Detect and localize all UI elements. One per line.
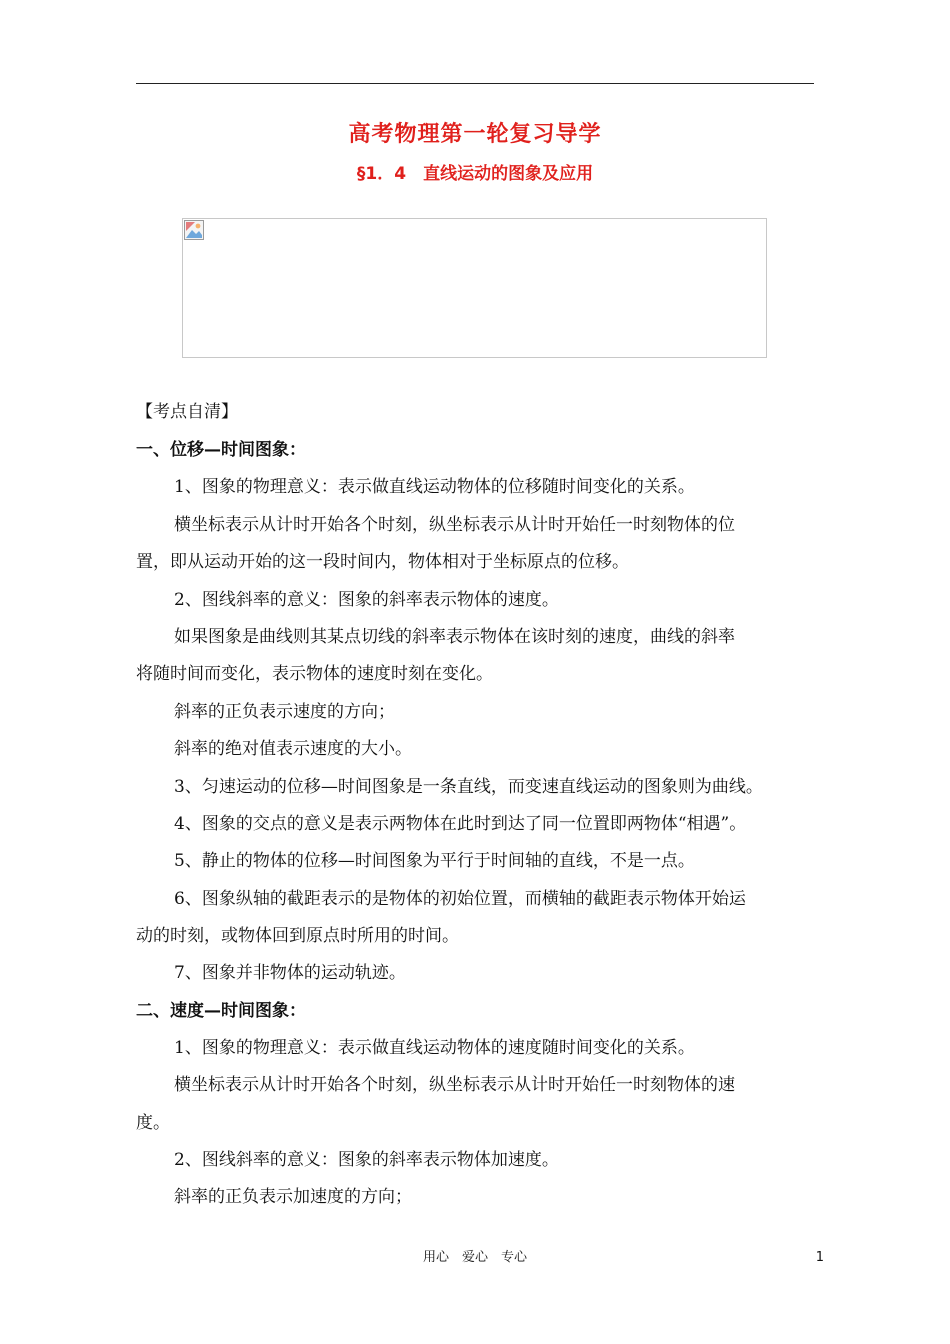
paragraph-line: 将随时间而变化，表示物体的速度时刻在变化。 bbox=[136, 664, 493, 684]
paragraph-line: 1、图象的物理意义：表示做直线运动物体的速度随时间变化的关系。 bbox=[174, 1038, 695, 1058]
paragraph-line: 4、图象的交点的意义是表示两物体在此时到达了同一位置即两物体“相遇”。 bbox=[174, 814, 747, 834]
section-heading: 一、位移—时间图象： bbox=[136, 440, 306, 460]
paragraph-line: 动的时刻，或物体回到原点时所用的时间。 bbox=[136, 926, 459, 946]
footer-motto: 用心 爱心 专心 bbox=[422, 1250, 527, 1265]
paragraph-line: 斜率的正负表示加速度的方向； bbox=[174, 1187, 412, 1207]
section-tag: 【考点自清】 bbox=[136, 402, 238, 422]
paragraph-line: 斜率的正负表示速度的方向； bbox=[174, 702, 395, 722]
header-rule bbox=[136, 83, 814, 84]
page-number: 1 bbox=[815, 1250, 824, 1265]
paragraph-line: 横坐标表示从计时开始各个时刻，纵坐标表示从计时开始任一时刻物体的位 bbox=[174, 515, 735, 535]
paragraph-line: 横坐标表示从计时开始各个时刻，纵坐标表示从计时开始任一时刻物体的速 bbox=[174, 1075, 735, 1095]
paragraph-line: 1、图象的物理意义：表示做直线运动物体的位移随时间变化的关系。 bbox=[174, 477, 695, 497]
image-placeholder bbox=[182, 218, 767, 358]
paragraph-line: 6、图象纵轴的截距表示的是物体的初始位置，而横轴的截距表示物体开始运 bbox=[174, 889, 746, 909]
paragraph-line: 2、图线斜率的意义：图象的斜率表示物体的速度。 bbox=[174, 590, 559, 610]
paragraph-line: 度。 bbox=[136, 1113, 170, 1133]
paragraph-line: 2、图线斜率的意义：图象的斜率表示物体加速度。 bbox=[174, 1150, 559, 1170]
document-subtitle: §1．4 直线运动的图象及应用 bbox=[356, 164, 594, 184]
paragraph-line: 置，即从运动开始的这一段时间内，物体相对于坐标原点的位移。 bbox=[136, 552, 629, 572]
paragraph-line: 5、静止的物体的位移—时间图象为平行于时间轴的直线，不是一点。 bbox=[174, 851, 695, 871]
document-title: 高考物理第一轮复习导学 bbox=[348, 122, 602, 147]
paragraph-line: 斜率的绝对值表示速度的大小。 bbox=[174, 739, 412, 759]
section-heading: 二、速度—时间图象： bbox=[136, 1001, 306, 1021]
paragraph-line: 如果图象是曲线则其某点切线的斜率表示物体在该时刻的速度，曲线的斜率 bbox=[174, 627, 735, 647]
paragraph-line: 7、图象并非物体的运动轨迹。 bbox=[174, 963, 406, 983]
paragraph-line: 3、匀速运动的位移—时间图象是一条直线，而变速直线运动的图象则为曲线。 bbox=[174, 777, 763, 797]
broken-image-icon bbox=[184, 220, 204, 240]
